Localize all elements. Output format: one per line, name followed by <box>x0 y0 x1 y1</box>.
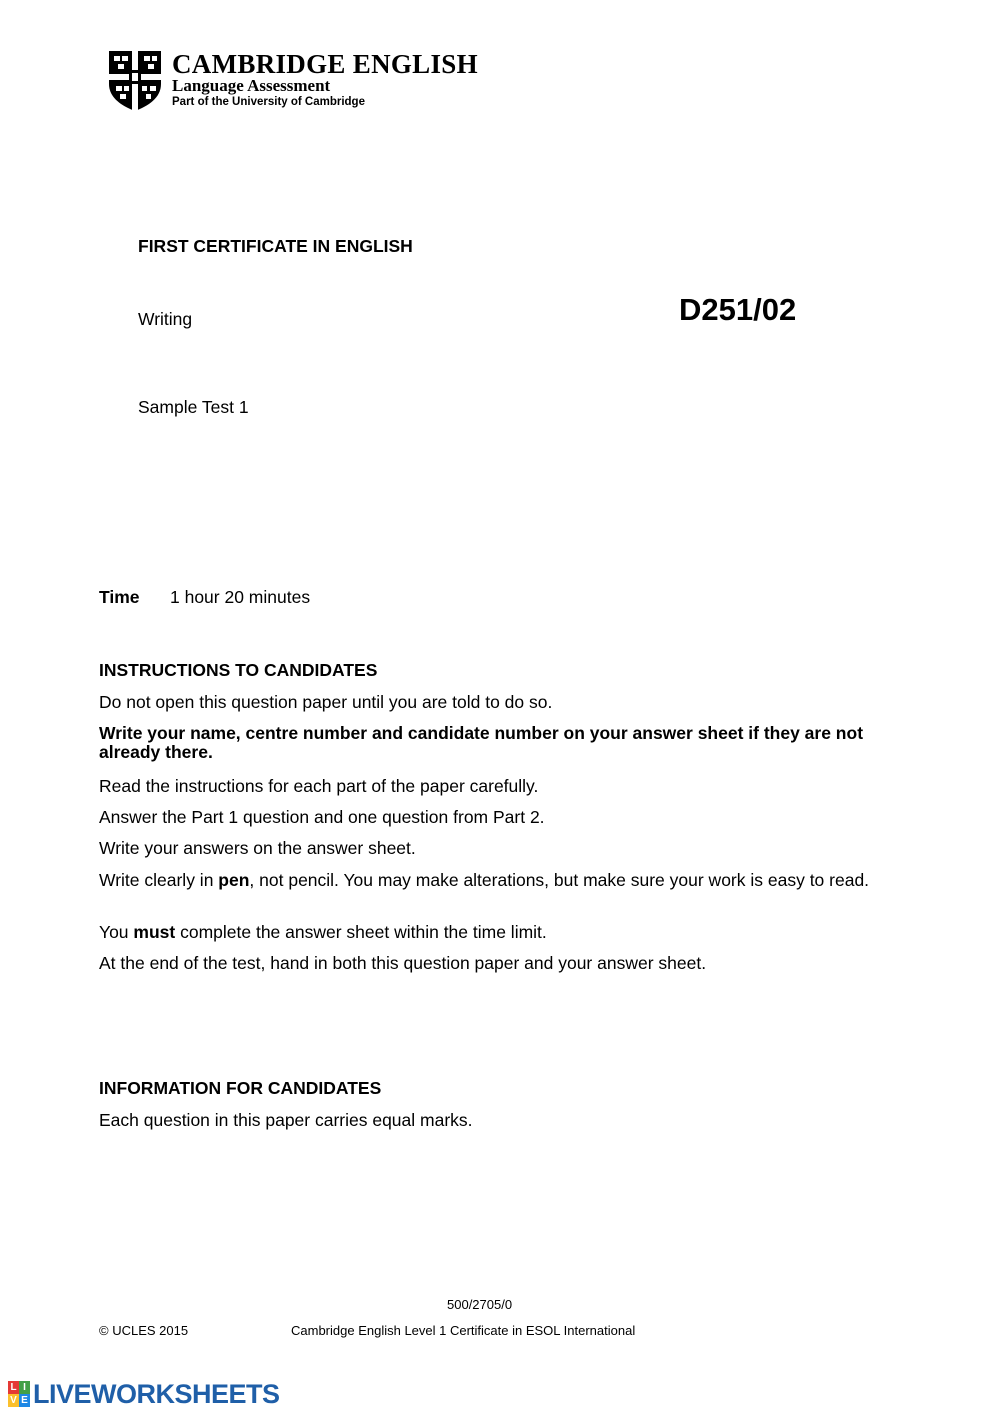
text-run: Write clearly in <box>99 870 219 890</box>
time-label: Time <box>99 587 140 607</box>
paper-code: D251/02 <box>679 292 797 327</box>
footer-copyright: © UCLES 2015 <box>99 1323 189 1338</box>
instructions-heading: INSTRUCTIONS TO CANDIDATES <box>99 660 378 680</box>
logo-title: CAMBRIDGE ENGLISH <box>172 49 478 79</box>
text-run: , not pencil. You may make alterations, but make sure your work is easy to read. <box>249 870 870 890</box>
instruction-line: At the end of the test, hand in both this question paper and your answer sheet. <box>99 953 707 973</box>
logo-tagline: Part of the University of Cambridge <box>172 96 365 108</box>
liveworksheets-watermark <box>8 1380 280 1408</box>
watermark-text: LIVEWORKSHEETS <box>33 1379 280 1409</box>
instruction-line: Write your answers on the answer sheet. <box>99 838 416 858</box>
text-run: complete the answer sheet within the time limit. <box>175 922 547 942</box>
badge-letter: V <box>8 1394 19 1407</box>
emphasis-must: must <box>133 922 176 942</box>
liveworksheets-logo-icon <box>8 1381 30 1407</box>
logo-subtitle: Language Assessment <box>172 76 331 95</box>
instruction-line: Do not open this question paper until you are told to do so. <box>99 692 553 712</box>
exam-name: FIRST CERTIFICATE IN ENGLISH <box>138 236 413 256</box>
emphasis-pen: pen <box>218 870 250 890</box>
instruction-line <box>99 922 547 943</box>
instruction-line <box>99 871 899 890</box>
footer-qualification: Cambridge English Level 1 Certificate in ESOL International <box>291 1323 636 1338</box>
instruction-line-bold: Write your name, centre number and candidate number on your answer sheet if they are not already there. <box>99 723 864 762</box>
information-line: Each question in this paper carries equal marks. <box>99 1110 473 1130</box>
instruction-line: Answer the Part 1 question and one question from Part 2. <box>99 807 545 827</box>
badge-letter: E <box>19 1394 30 1407</box>
time-value: 1 hour 20 minutes <box>170 587 311 607</box>
badge-letter: L <box>8 1381 19 1394</box>
information-heading: INFORMATION FOR CANDIDATES <box>99 1078 382 1098</box>
footer-ref: 500/2705/0 <box>447 1297 513 1312</box>
sample-test: Sample Test 1 <box>138 397 249 417</box>
text-run: You <box>99 922 134 942</box>
paper-name: Writing <box>138 309 193 329</box>
badge-letter: I <box>19 1381 30 1394</box>
university-shield-icon <box>108 50 162 112</box>
instruction-line: Read the instructions for each part of the paper carefully. <box>99 776 539 796</box>
